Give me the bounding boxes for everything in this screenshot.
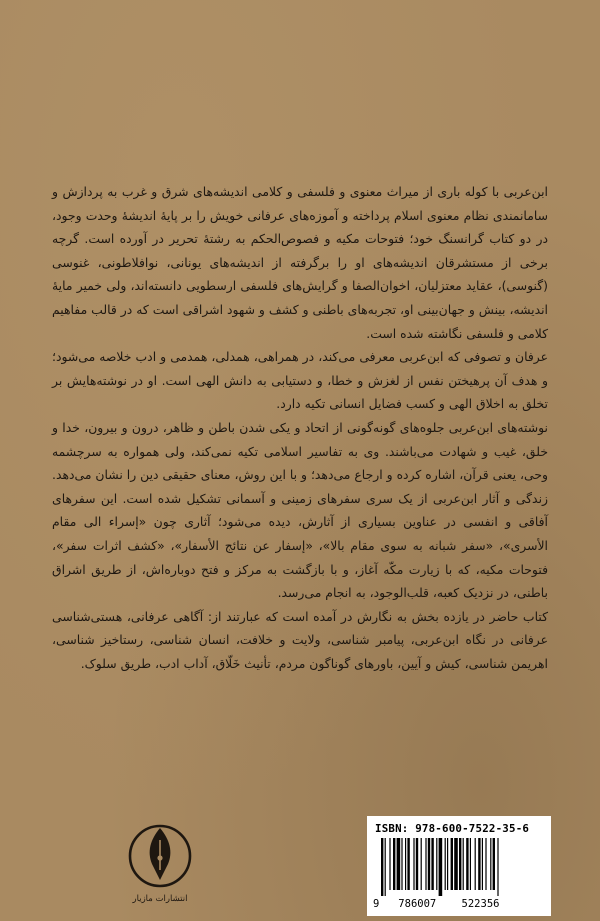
barcode-bar — [478, 838, 480, 890]
barcode-bar — [407, 838, 409, 890]
barcode-bar — [447, 838, 448, 890]
barcode-bar — [497, 838, 498, 896]
barcode-bar — [421, 838, 422, 890]
barcode-bar — [490, 838, 491, 890]
barcode-bar — [451, 838, 453, 890]
barcode-bar — [401, 838, 402, 890]
barcode-bar — [475, 838, 476, 890]
barcode-bar — [482, 838, 483, 890]
ean-right-group: 522356 — [461, 898, 500, 910]
blurb-paragraph-1: ابن‌عربی با کوله باری از میراث معنوی و فلسفی و کلامی اندیشه‌های شرق و غرب به پردازش و سامانمندی نظام معنوی اسلام پرداخته و آموزه‌های عرفانی خویش را بر پایهٔ اندیشهٔ وحدت وجود، در دو کتاب گرانسنگ خود؛ فتوحات مکیه و فصوص‌الحکم به رشتهٔ تحریر در آورده است. گرچه برخی از مستشرقان اندیشه‌های او را برگرفته از اندیشه‌های یونانی، نوافلاطونی، غنوسی (گنوسی)، عقاید معتزلیان، اخوان‌الصفا و گرایش‌های فلسفی ارسطویی دانسته‌اند، ولی خمیر مایهٔ اندیشه، بینش و جهان‌بینی او، تجربه‌های باطنی و کشف و شهود اشراقی است که در قالب مفاهیم کلامی و فلسفی نگاشته شده است. — [52, 184, 548, 341]
ean-leading-digit: 9 — [373, 898, 380, 910]
barcode-bar — [493, 838, 495, 890]
blurb-paragraph-3: نوشته‌های ابن‌عربی جلوه‌های گونه‌گونی از اتحاد و یکی شدن باطن و ظاهر، درون و بیرون، خدا و خلق، غیب و شهادت می‌باشند. وی به تفاسیر اسلامی تکیه نمی‌کند، ولی همواره به سرچشمه وحی، یعنی قرآن، اشاره کرده و ارجاع می‌دهد؛ و با این روش، معنای حقیقی دین را نشان می‌دهد. زندگی و آثار ابن‌عربی از یک سری سفرهای زمینی و آسمانی تشکیل شده است. این سفرهای آفاقی و انفسی در عناوین بسیاری از آثارش، دیده می‌شود؛ آثاری چون «إسراء الی مقام الأسری»، «سفر شبانه به سوی مقام بالا»، «إسفار عن نتائج الأسفار»، «کشف اثرات سفر»، فتوحات مکیه، که با زیارت مکّه آغاز، و با بازگشت به مرکز و فتح دوباره‌اش، از طریق اشراق باطنی، در نزدیک کعبه، قلب‌الوجود، به انجام می‌رسد. — [52, 419, 548, 601]
blurb-paragraph-2: عرفان و تصوفی که ابن‌عربی معرفی می‌کند، در همراهی، همدلی، همدمی و ادب خلاصه می‌شود؛ و هدف آن پرهیختن نفس از لغزش و خطا، و دستیابی به دانش الهی است. او در نوشته‌هایش بر تخلق به اخلاق الهی و کسب فضایل انسانی تکیه دارد. — [52, 349, 548, 412]
barcode-bar — [428, 838, 430, 890]
barcode-bar — [436, 838, 437, 890]
barcode-bar — [445, 838, 446, 890]
isbn-number: ISBN: 978-600-7522-35-6 — [375, 822, 530, 835]
barcode-bar — [393, 838, 395, 890]
barcode-bar — [463, 838, 464, 890]
barcode-bar — [454, 838, 458, 890]
barcode-bar — [425, 838, 426, 890]
barcode-bar — [466, 838, 468, 890]
barcode-bar — [381, 838, 383, 896]
publisher-logo — [128, 820, 192, 912]
barcode-bar — [459, 838, 461, 890]
barcode-bar — [405, 838, 406, 890]
barcode-bar — [439, 838, 443, 896]
ean-left-group: 786007 — [398, 898, 437, 910]
isbn-barcode — [367, 816, 551, 916]
barcode-bar — [413, 838, 414, 890]
pen-nib-logo-icon — [128, 820, 192, 894]
ean-digits — [373, 898, 551, 910]
barcode-bar — [431, 838, 433, 890]
publisher-name: انتشارات مازیار — [132, 894, 188, 904]
barcode-bar — [397, 838, 401, 890]
barcode-bar — [416, 838, 418, 890]
barcode-bar — [470, 838, 471, 890]
barcode-bars — [381, 838, 545, 896]
blurb-paragraph-4: کتاب حاضر در یازده بخش به نگارش در آمده است که عبارتند از: آگاهی عرفانی، هستی‌شناسی عرفانی در نگاه ابن‌عربی، پیامبر شناسی، ولایت و خلافت، انسان شناسی، رستاخیز شناسی، اهریمن شناسی، کیش و آیین، باورهای گوناگون مردم، تأنیث خَلّاق، آداب ادب، طریق سلوک. — [52, 608, 548, 671]
barcode-bar — [385, 838, 386, 896]
barcode-bar — [485, 838, 486, 890]
back-cover-blurb — [52, 180, 548, 675]
barcode-bar — [389, 838, 390, 890]
